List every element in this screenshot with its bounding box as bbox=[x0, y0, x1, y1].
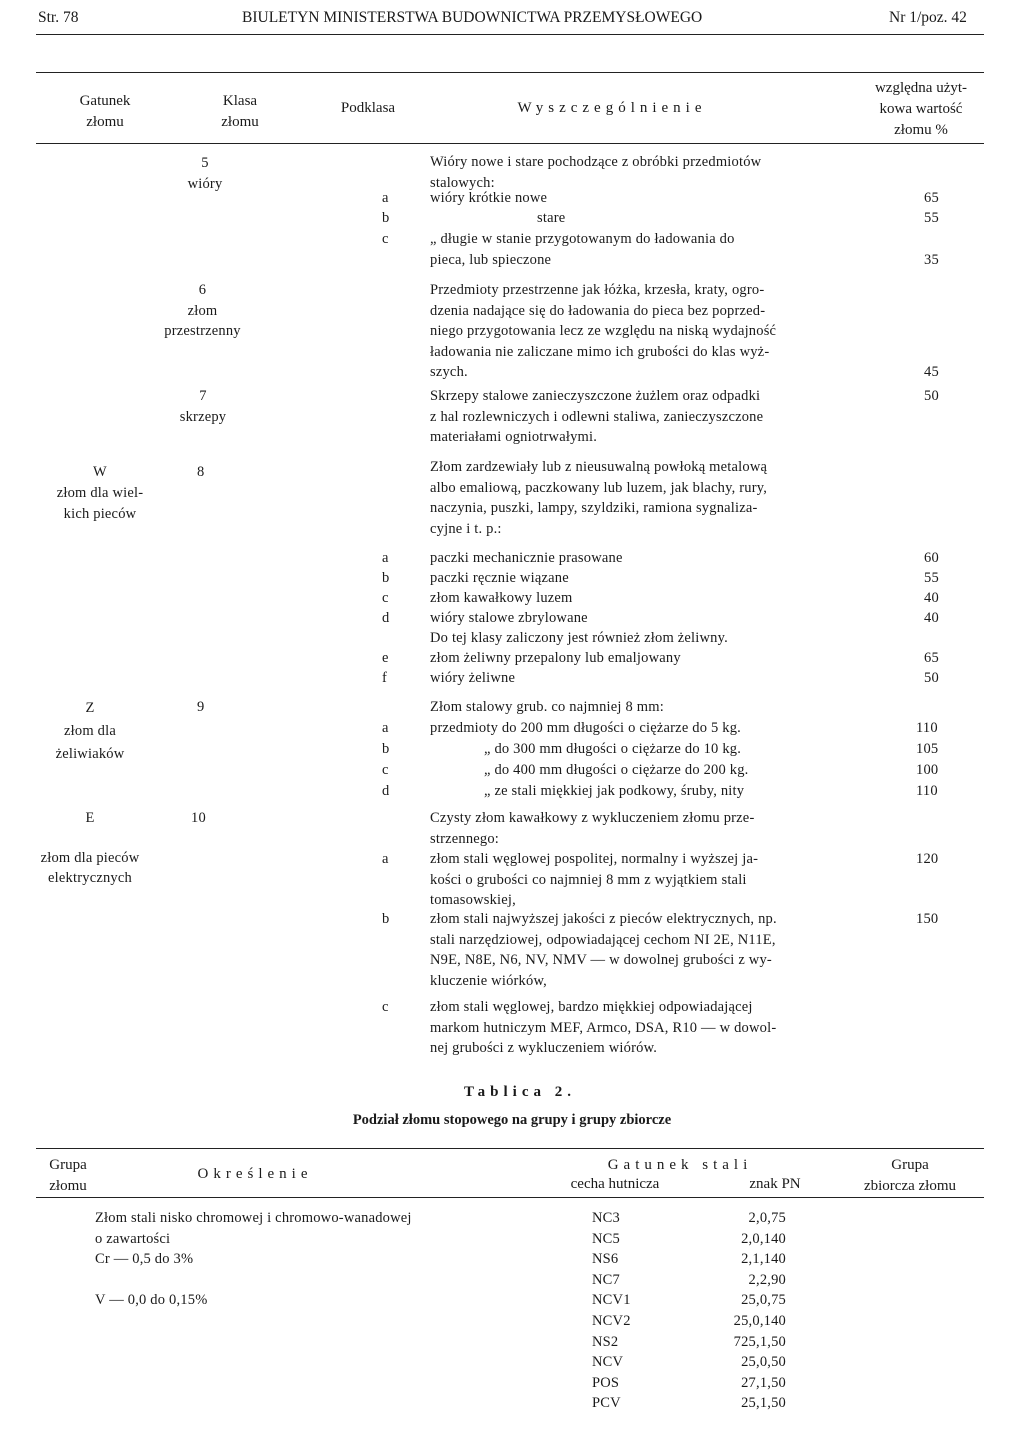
header-rule bbox=[36, 34, 984, 35]
c9-text: „ ze stali miękkiej jak podkowy, śruby, nity bbox=[484, 783, 745, 799]
c5-c-val: 35 bbox=[924, 252, 939, 268]
header-wyszczegolnienie: Wyszczególnienie bbox=[517, 100, 707, 116]
c5-b-val: 55 bbox=[924, 210, 939, 226]
table1-header-rule bbox=[36, 143, 984, 144]
c9-val: 110 bbox=[916, 720, 938, 736]
cecha-cell: NS2 bbox=[592, 1333, 619, 1350]
c10-c-sub: c bbox=[382, 999, 389, 1015]
c8-val: 40 bbox=[924, 610, 939, 626]
c8-sub: c bbox=[382, 590, 389, 606]
c8-text: paczki ręcznie wiązane bbox=[430, 570, 569, 586]
c5-b-sub: b bbox=[382, 210, 390, 226]
table-row bbox=[560, 1311, 800, 1332]
znak-cell: 25,1,50 bbox=[741, 1395, 786, 1412]
c10-b-sub: b bbox=[382, 911, 390, 927]
cecha-cell: NCV1 bbox=[592, 1292, 631, 1309]
table-row bbox=[560, 1249, 800, 1270]
klasa-8: 8 bbox=[197, 464, 205, 480]
c8-val: 60 bbox=[924, 550, 939, 566]
t2-header-grupa-zbiorcza: Grupa zbiorcza złomu bbox=[863, 1157, 957, 1194]
c10-b-val: 150 bbox=[916, 911, 939, 927]
c10-intro: Czysty złom kawałkowy z wykluczeniem złomu prze- strzennego: bbox=[430, 810, 755, 847]
c9-val: 110 bbox=[916, 783, 938, 799]
c10-a-text: złom stali węglowej pospolitej, normalny i wyższej ja- kości o grubości co najmniej 8 mm z wyjątkiem stali tomasowskiej, bbox=[430, 851, 759, 908]
znak-cell: 725,1,50 bbox=[733, 1333, 786, 1350]
c8-val: 55 bbox=[924, 570, 939, 586]
c8-text: złom żeliwny przepalony lub emaljowany bbox=[430, 650, 681, 666]
cecha-cell: NCV bbox=[592, 1354, 624, 1371]
c5-a-val: 65 bbox=[924, 190, 939, 206]
table-row bbox=[560, 1332, 800, 1353]
t2-rows bbox=[560, 1208, 800, 1414]
cecha-cell: NS6 bbox=[592, 1251, 619, 1268]
cecha-cell: NCV2 bbox=[592, 1312, 631, 1329]
c8-text: wióry stalowe zbrylowane bbox=[430, 610, 588, 626]
klasa-7: 7 skrzepy bbox=[179, 388, 227, 425]
table2-subtitle: Podział złomu stopowego na grupy i grupy zbiorcze bbox=[352, 1112, 672, 1128]
klasa-5: 5 wióry bbox=[187, 155, 223, 192]
c9-text: przedmioty do 200 mm długości o ciężarze do 5 kg. bbox=[430, 720, 742, 736]
c9-sub: b bbox=[382, 741, 390, 757]
c9-val: 100 bbox=[916, 762, 939, 778]
c5-c-text: „ długie w stanie przygotowanym do ładowania do pieca, lub spieczone bbox=[430, 231, 735, 268]
table-row bbox=[560, 1290, 800, 1311]
c8-intro: Złom zardzewiały lub z nieusuwalną powłoką metalową albo emaliową, paczkowany lub luzem, jak blachy, rury, naczynia, puszki, lampy, szyldziki, ramiona sygnaliza- cyjne i t. p.: bbox=[430, 459, 768, 537]
c10-b-text: złom stali najwyższej jakości z pieców elektrycznych, np. stali narzędziowej, odpowiadającej cechom NI 2E, N11E, N9E, N8E, N6, NV, NMV — w dowolnej grubości z wy- kluczenie wiórków, bbox=[430, 911, 777, 989]
table1-top-rule bbox=[36, 72, 984, 73]
t2-header-okreslenie: Określenie bbox=[197, 1166, 313, 1182]
t2-header-znak: znak PN bbox=[749, 1176, 801, 1192]
table-row bbox=[560, 1270, 800, 1291]
table-row bbox=[560, 1393, 800, 1414]
c7-text: Skrzepy stalowe zanieczyszczone żużlem oraz odpadki z hal rozlewniczych i odlewni staliwa, zanieczyszczone materiałami ogniotrwałymi. bbox=[430, 388, 764, 445]
c8-sub: f bbox=[382, 670, 388, 686]
c9-sub: a bbox=[382, 720, 389, 736]
c5-b-text: stare bbox=[537, 210, 566, 226]
t2-header-grupa: Grupa złomu bbox=[49, 1157, 87, 1194]
table2-title: Tablica 2. bbox=[464, 1084, 576, 1100]
znak-cell: 2,2,90 bbox=[748, 1271, 786, 1288]
c9-val: 105 bbox=[916, 741, 939, 757]
c5-intro: Wióry nowe i stare pochodzące z obróbki przedmiotów stalowych: bbox=[430, 154, 762, 191]
header-podklasa: Podklasa bbox=[340, 100, 396, 116]
table-row bbox=[560, 1373, 800, 1394]
page-number: Str. 78 bbox=[38, 9, 79, 26]
cecha-cell: NC3 bbox=[592, 1210, 620, 1226]
c10-a-sub: a bbox=[382, 851, 389, 867]
c8-sub: b bbox=[382, 570, 390, 586]
cecha-cell: NC5 bbox=[592, 1230, 620, 1247]
gatunek-w: W złom dla wiel- kich pieców bbox=[56, 464, 144, 522]
cecha-cell: PCV bbox=[592, 1395, 621, 1412]
c8-text: paczki mechanicznie prasowane bbox=[430, 550, 623, 566]
gatunek-z: Z złom dla żeliwiaków bbox=[55, 700, 125, 762]
c9-text: „ do 300 mm długości o ciężarze do 10 kg. bbox=[484, 741, 742, 757]
table2-header-rule bbox=[36, 1197, 984, 1198]
c8-text: złom kawałkowy luzem bbox=[430, 590, 573, 606]
table2-top-rule bbox=[36, 1148, 984, 1149]
klasa-9: 9 bbox=[197, 699, 205, 715]
znak-cell: 27,1,50 bbox=[741, 1374, 786, 1391]
table-row bbox=[560, 1229, 800, 1250]
gatunek-e: E złom dla pieców elektrycznych bbox=[40, 810, 140, 886]
c9-sub: c bbox=[382, 762, 389, 778]
c5-a-text: wióry krótkie nowe bbox=[430, 190, 548, 206]
c9-text: „ do 400 mm długości o ciężarze do 200 kg. bbox=[484, 762, 749, 778]
c8-val: 50 bbox=[924, 670, 939, 686]
t2-header-gatunek-stali: Gatunek stali bbox=[607, 1157, 753, 1173]
cecha-cell: POS bbox=[592, 1374, 620, 1391]
znak-cell: 2,0,75 bbox=[748, 1210, 786, 1226]
c7-val: 50 bbox=[924, 388, 939, 404]
cecha-cell: NC7 bbox=[592, 1271, 620, 1288]
klasa-6: 6 złom przestrzenny bbox=[164, 282, 241, 339]
c8-text: wióry żeliwne bbox=[430, 670, 516, 686]
znak-cell: 2,1,140 bbox=[741, 1251, 786, 1268]
c6-text: Przedmioty przestrzenne jak łóżka, krzesła, kraty, ogro- dzenia nadające się do ładowania do pieca bez poprzed- niego przygotowania lecz ze względu na niską wydajność ładowania nie zaliczane mimo ich grubości do klas wyż- szych. bbox=[430, 282, 777, 380]
c5-c-sub: c bbox=[382, 231, 389, 247]
publication-title: BIULETYN MINISTERSTWA BUDOWNICTWA PRZEMYSŁOWEGO bbox=[242, 9, 703, 26]
c8-sub: a bbox=[382, 550, 389, 566]
klasa-10: 10 bbox=[191, 810, 206, 826]
table-row bbox=[560, 1208, 800, 1229]
header-klasa: Klasa złomu bbox=[221, 93, 259, 130]
znak-cell: 25,0,75 bbox=[741, 1292, 786, 1309]
table-row bbox=[560, 1352, 800, 1373]
header-wartosc: względna użyt- kowa wartość złomu % bbox=[874, 80, 968, 138]
znak-cell: 25,0,140 bbox=[733, 1312, 786, 1329]
c9-intro: Złom stalowy grub. co najmniej 8 mm: bbox=[430, 699, 664, 715]
c8-val: 65 bbox=[924, 650, 939, 666]
c10-c-text: złom stali węglowej, bardzo miękkiej odpowiadającej markom hutniczym MEF, Armco, DSA, R10 — w dowol- nej grubości z wykluczeniem wiórów. bbox=[430, 999, 777, 1056]
c10-a-val: 120 bbox=[916, 851, 939, 867]
c8-val: 40 bbox=[924, 590, 939, 606]
c5-a-sub: a bbox=[382, 190, 389, 206]
c6-val: 45 bbox=[924, 364, 939, 380]
header-gatunek: Gatunek złomu bbox=[79, 93, 131, 130]
c8-note: Do tej klasy zaliczony jest również złom żeliwny. bbox=[430, 630, 728, 646]
t2-header-cecha: cecha hutnicza bbox=[570, 1176, 660, 1192]
c9-sub: d bbox=[382, 783, 390, 799]
t2-description: Złom stali nisko chromowej i chromowo-wanadowej o zawartości Cr — 0,5 do 3% V — 0,0 do 0,15% bbox=[95, 1210, 412, 1309]
issue-number: Nr 1/poz. 42 bbox=[889, 9, 967, 26]
znak-cell: 25,0,50 bbox=[741, 1354, 786, 1371]
c8-sub: e bbox=[382, 650, 389, 666]
znak-cell: 2,0,140 bbox=[741, 1230, 786, 1247]
c8-sub: d bbox=[382, 610, 390, 626]
